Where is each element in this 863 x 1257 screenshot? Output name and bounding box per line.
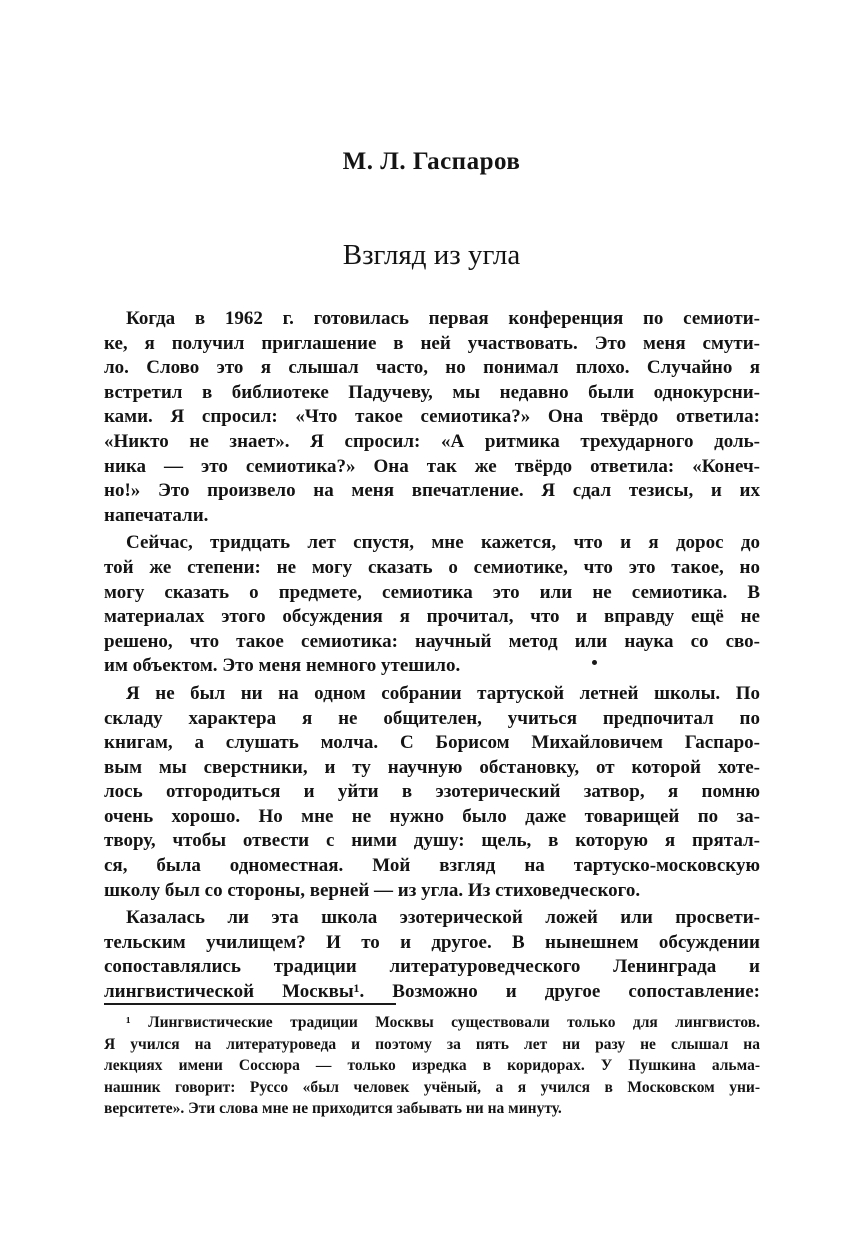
text-line: твору, чтобы отвести с ними душу: щель, в которую я прятал- [104, 830, 760, 852]
text-line: ло. Слово это я слышал часто, но понимал плохо. Случайно я [104, 357, 760, 379]
footnote-line: Я учился на литературоведа и поэтому за пять лет ни разу не слышал на [104, 1035, 760, 1053]
text-line: решено, что такое семиотика: научный метод или наука со сво- [104, 630, 760, 652]
paragraph [104, 906, 760, 1004]
text-line: ника — это семиотика?» Она так же твёрдо ответила: «Конеч- [104, 455, 760, 477]
footnote-line: верситете». Эти слова мне не приходится забывать ни на минуту. [104, 1100, 562, 1117]
paragraph [104, 682, 760, 903]
paragraph [104, 531, 760, 679]
text-line: им объектом. Это меня немного утешило. [104, 655, 461, 677]
text-line: напечатали. [104, 504, 209, 526]
text-line: очень хорошо. Но мне не нужно было даже товарищей по за- [104, 805, 760, 827]
main-text [104, 307, 760, 1005]
text-line: ке, я получил приглашение в ней участвовать. Это меня смути- [104, 332, 760, 354]
text-line: Казалась ли эта школа эзотерической ложей или просвети- [126, 907, 760, 929]
text-line: вым мы сверстники, и ту научную обстановку, от которой хоте- [104, 756, 760, 778]
article-title: Взгляд из угла [342, 239, 521, 271]
author-name: М. Л. Гаспаров [342, 148, 521, 175]
text-line: Я не был ни на одном собрании тартуской летней школы. По [126, 682, 760, 704]
paragraph [104, 307, 760, 528]
text-line: лось отгородиться и уйти в эзотерический затвор, я помню [104, 781, 760, 803]
text-line: сопоставлялись традиции литературоведческого Ленинграда и [104, 956, 760, 978]
footnote [104, 1012, 760, 1120]
text-line: школу был со стороны, верней — из угла. Из стиховедческого. [104, 879, 641, 901]
text-line: тельским училищем? И то и другое. В нынешнем обсуждении [104, 931, 760, 953]
text-line: той же степени: не могу сказать о семиотике, что это такое, но [104, 556, 760, 578]
text-line: Когда в 1962 г. готовилась первая конференция по семиоти- [126, 308, 760, 329]
text-line: книгам, а слушать молча. С Борисом Михайловичем Гаспаро- [104, 732, 760, 754]
text-line: но!» Это произвело на меня впечатление. Я сдал тезисы, и их [104, 480, 760, 502]
footnote-line: ¹ Лингвистические традиции Москвы существовали только для лингвистов. [126, 1014, 760, 1031]
text-line: ками. Я спросил: «Что такое семиотика?» Она твёрдо ответила: [104, 406, 760, 428]
text-line: могу сказать о предмете, семиотика это или не семиотика. В [104, 581, 760, 603]
footnote-line: нашник говорит: Руссо «был человек учёный, а я учился в Московском уни- [104, 1078, 760, 1096]
text-line: «Никто не знает». Я спросил: «А ритмика трехударного доль- [104, 430, 760, 452]
text-line: складу характера я не общителен, учиться предпочитал по [104, 707, 760, 729]
footnote-divider [104, 1003, 396, 1005]
text-line: материалах этого обсуждения я прочитал, что и вправду ещё не [104, 606, 760, 628]
stray-dot [592, 660, 597, 665]
text-line: Сейчас, тридцать лет спустя, мне кажется, что и я дорос до [126, 532, 760, 554]
text-line: ся, была одноместная. Мой взгляд на тартуско-московскую [104, 855, 760, 877]
footnote-line: лекциях имени Соссюра — только изредка в коридорах. У Пушкина альма- [104, 1057, 760, 1074]
text-line: встретил в библиотеке Падучеву, мы недавно были однокурсни- [104, 381, 760, 403]
text-line: лингвистической Москвы¹. Возможно и другое сопоставление: [104, 981, 760, 1003]
